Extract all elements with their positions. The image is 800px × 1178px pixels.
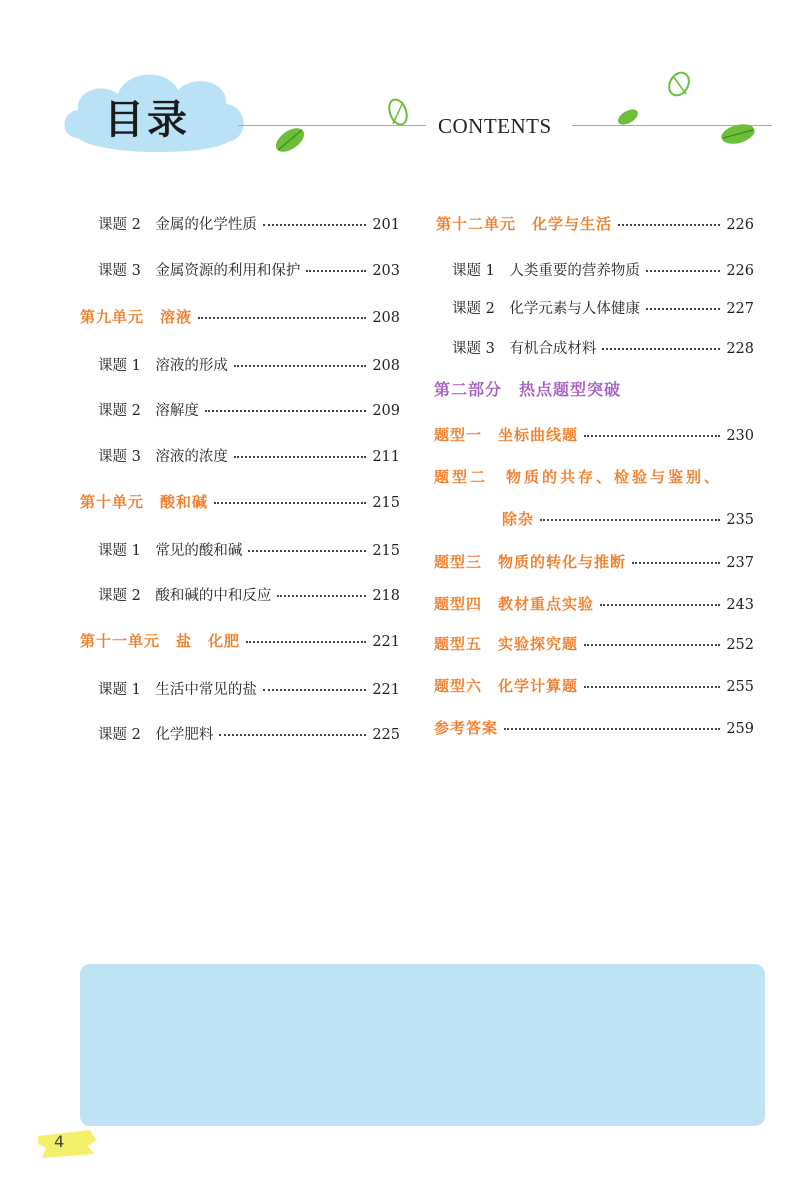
toc-entry[interactable] [98,678,400,699]
leaf-icon [270,122,310,158]
toc-title: 目录 [104,97,190,143]
page-number: 203 [372,263,400,279]
toc-type-entry[interactable] [434,551,754,572]
page-number: 208 [372,358,400,374]
page-number: 230 [726,428,754,444]
page-number: 225 [372,727,400,743]
toc-entry[interactable] [452,297,754,318]
entry-label: 课题 2 金属的化学性质 [98,217,257,233]
page-number-label: 4 [54,1132,65,1151]
entry-label: 课题 2 溶解度 [98,403,199,419]
dot-leader [277,595,366,597]
dot-leader [646,308,720,310]
page-number: 259 [726,721,754,737]
page-number: 226 [726,217,754,233]
dot-leader [646,270,720,272]
dot-leader [602,348,720,350]
toc-entry[interactable] [452,259,754,280]
dot-leader [214,502,366,504]
dot-leader [584,435,720,437]
type-label: 题型三 物质的转化与推断 [434,553,627,571]
toc-header [0,0,800,180]
toc-type-entry[interactable] [434,593,754,614]
page-number: 235 [726,512,754,528]
toc-type-entry[interactable]: 题型二 物质的共存、检验与鉴别、 [434,468,723,486]
dot-leader [234,365,366,367]
unit-label: 第十单元 酸和碱 [80,493,209,511]
page-number: 252 [726,637,754,653]
toc-type-entry[interactable] [434,633,754,654]
toc-entry[interactable] [98,259,400,280]
page-number: 221 [372,634,400,650]
toc-entry[interactable] [98,354,400,375]
type-label: 题型一 坐标曲线题 [434,426,579,444]
page-number: 211 [372,449,400,465]
toc-unit-entry[interactable] [80,491,400,512]
entry-label: 课题 1 生活中常见的盐 [98,682,257,698]
type-label: 题型六 化学计算题 [434,677,579,695]
toc-type-entry[interactable] [434,675,754,696]
leaf-outline-icon [664,68,694,100]
page-number: 208 [372,310,400,326]
toc-entry[interactable] [98,399,400,420]
entry-label: 课题 2 化学肥料 [98,727,214,743]
page-number: 226 [726,263,754,279]
entry-label: 课题 3 金属资源的利用和保护 [98,263,301,279]
toc-entry[interactable] [98,213,400,234]
blue-panel [80,964,765,1126]
unit-label: 第十一单元 盐 化肥 [80,632,241,650]
toc-entry[interactable] [98,539,400,560]
unit-label: 第十二单元 化学与生活 [436,215,613,233]
dot-leader [632,562,720,564]
entry-label: 课题 1 常见的酸和碱 [98,543,243,559]
page-number: 201 [372,217,400,233]
entry-label: 课题 2 化学元素与人体健康 [452,301,640,317]
type-label: 参考答案 [434,719,499,737]
entry-label: 课题 1 溶液的形成 [98,358,228,374]
page-number: 237 [726,555,754,571]
dot-leader [504,728,720,730]
dot-leader [263,689,366,691]
page-number: 215 [372,495,400,511]
toc-entry[interactable] [98,723,400,744]
dot-leader [263,224,366,226]
dot-leader [198,317,366,319]
toc-unit-entry[interactable] [436,213,754,234]
toc-unit-entry[interactable] [80,630,400,651]
toc-entry[interactable] [98,445,400,466]
entry-label: 课题 3 有机合成材料 [452,341,597,357]
type-label: 除杂 [502,510,535,528]
page-number: 209 [372,403,400,419]
toc-answers-entry[interactable] [434,717,754,738]
page-number: 227 [726,301,754,317]
contents-label: CONTENTS [438,114,552,138]
unit-label: 第九单元 溶液 [80,308,193,326]
page-number: 218 [372,588,400,604]
type-label: 题型五 实验探究题 [434,635,579,653]
leaf-icon [718,120,758,148]
page-number: 255 [726,679,754,695]
leaf-outline-icon [383,96,413,130]
dot-leader [205,410,366,412]
dot-leader [600,604,720,606]
leaf-small-icon [614,106,642,128]
dot-leader [584,644,720,646]
entry-label: 课题 3 溶液的浓度 [98,449,228,465]
toc-type-entry-continued[interactable] [502,508,754,529]
toc-entry[interactable] [98,584,400,605]
page-number-tab [36,1128,98,1160]
page-number: 215 [372,543,400,559]
dot-leader [219,734,366,736]
page-number: 221 [372,682,400,698]
dot-leader [618,224,720,226]
dot-leader [584,686,720,688]
entry-label: 课题 2 酸和碱的中和反应 [98,588,272,604]
dot-leader [234,456,366,458]
dot-leader [540,519,720,521]
dot-leader [248,550,366,552]
toc-unit-entry[interactable] [80,306,400,327]
page-number: 228 [726,341,754,357]
part-two-title[interactable]: 第二部分 热点题型突破 [434,380,622,399]
toc-entry[interactable] [452,337,754,358]
page-tab-shape [36,1128,98,1160]
toc-type-entry[interactable] [434,424,754,445]
page-number: 243 [726,597,754,613]
dot-leader [246,641,366,643]
entry-label: 课题 1 人类重要的营养物质 [452,263,640,279]
dot-leader [306,270,366,272]
type-label: 题型四 教材重点实验 [434,595,595,613]
